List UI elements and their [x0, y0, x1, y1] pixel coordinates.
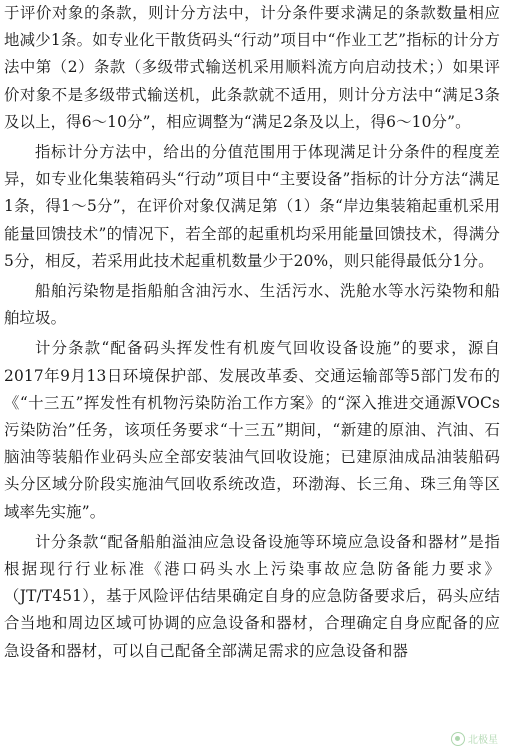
paragraph-1: 于评价对象的条款，则计分方法中，计分条件要求满足的条款数量相应地减少1条。如专业化干散货码头“行动”项目中“作业工艺”指标的计分方法中第（2）条款（多级带式输送机采用顺料流方向启动技术；）如果评价对象不是多级带式输送机，此条款就不适用，则计分方法中“满足3条及以上，得6～10分”，相应调整为“满足2条及以上，得6～10分”。	[4, 4, 500, 131]
paragraph-2: 指标计分方法中，给出的分值范围用于体现满足计分条件的程度差异，如专业化集装箱码头“行动”项目中“主要设备”指标的计分方法“满足1条，得1～5分”，在评价对象仅满足第（1）条“岸边集装箱起重机采用能量回馈技术”的情况下，若全部的起重机均采用能量回馈技术，得满分5分，相反，若采用此技术起重机数量少于20%，则只能得最低分1分。	[4, 143, 500, 270]
watermark	[451, 731, 498, 746]
watermark-text: 北极星	[468, 735, 498, 746]
watermark-logo-icon	[451, 732, 465, 746]
paragraph-5: 计分条款“配备船舶溢油应急设备设施等环境应急设备和器材”是指根据现行行业标准《港口码头水上污染事故应急防备能力要求》（JT/T451），基于风险评估结果确定自身的应急防备要求后，码头应结合当地和周边区域可协调的应急设备和器材，合理确定自身应配备的应急设备和器材，可以自己配备全部满足需求的应急设备和器	[4, 532, 500, 660]
paragraph-4: 计分条款“配备码头挥发性有机废气回收设备设施”的要求，源自2017年9月13日环境保护部、发展改革委、交通运输部等5部门发布的《“十三五”挥发性有机物污染防治工作方案》的“深入推进交通源VOCs污染防治”任务，该项任务要求“十三五”期间，“新建的原油、汽油、石脑油等装船作业码头应全部安装油气回收设施；已建原油成品油装船码头分区域分阶段实施油气回收系统改造，环渤海、长三角、珠三角等区域率先实施”。	[4, 339, 500, 521]
paragraph-3: 船舶污染物是指船舶含油污水、生活污水、洗舱水等水污染物和船舶垃圾。	[4, 282, 500, 328]
